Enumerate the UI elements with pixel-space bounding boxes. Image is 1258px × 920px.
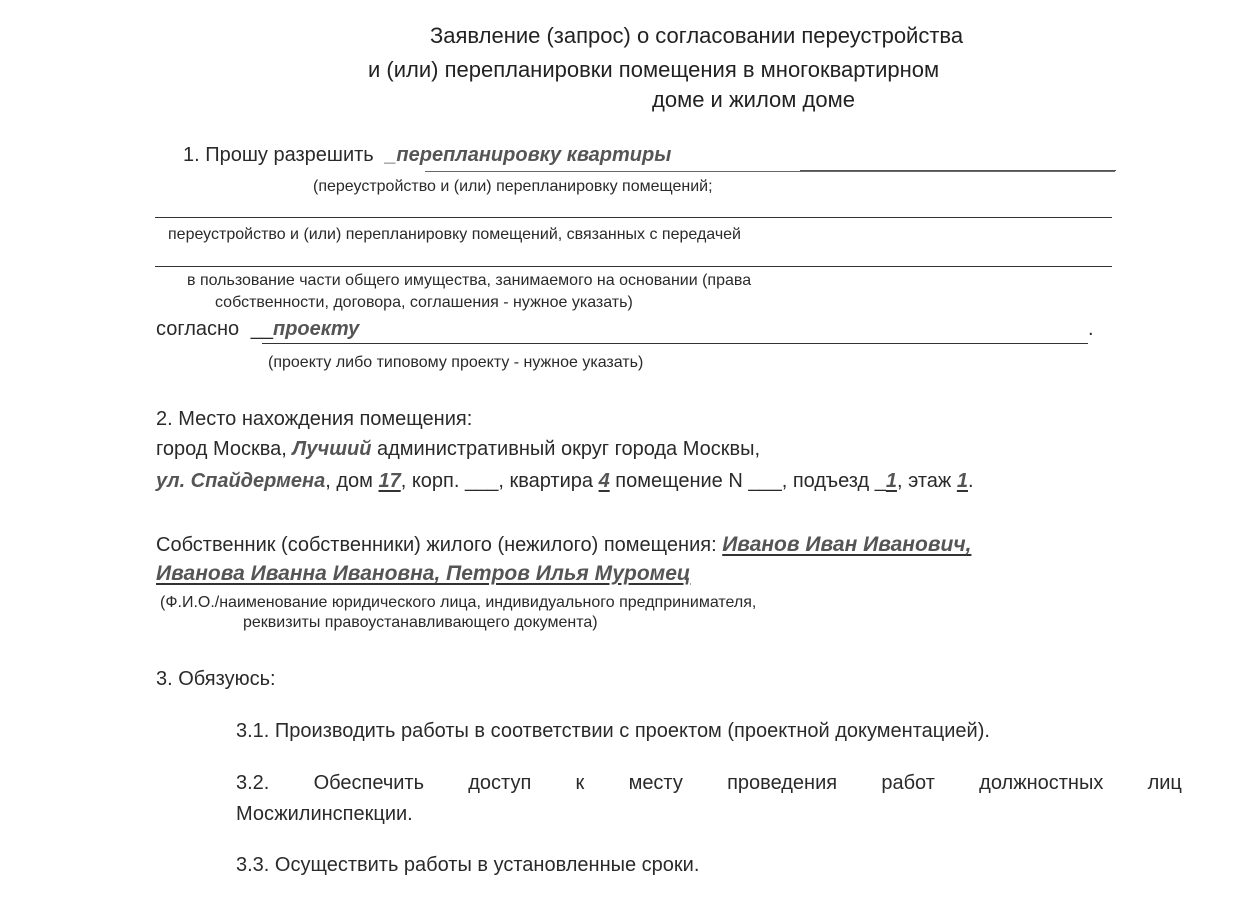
- request-prefix: 1. Прошу разрешить: [183, 144, 374, 166]
- owner-value-2-line: [156, 562, 690, 586]
- according-end: .: [1088, 318, 1094, 340]
- hint-line-3: в пользование части общего имущества, занимаемого на основании (права: [187, 272, 752, 289]
- entrance-value[interactable]: 1: [885, 470, 897, 492]
- according-underline: [262, 343, 1088, 344]
- obligation-3-2-line-1: [236, 772, 1182, 795]
- floor-value[interactable]: 1: [956, 470, 968, 492]
- owner-line: [156, 533, 971, 557]
- owner-value-2[interactable]: Иванова Иванна Ивановна, Петров Илья Муромец: [156, 562, 691, 585]
- hint-line-4: собственности, договора, соглашения - нужное указать): [215, 294, 633, 311]
- request-value[interactable]: _перепланировку квартиры: [385, 144, 672, 166]
- address-line: [156, 470, 974, 493]
- obligation-word: проведения: [727, 772, 838, 794]
- according-line: [156, 318, 359, 341]
- obligation-word: к: [575, 772, 585, 794]
- obligation-word: лиц: [1147, 772, 1182, 794]
- owner-hint-1: (Ф.И.О./наименование юридического лица, индивидуального предпринимателя,: [160, 594, 757, 611]
- owner-value-1[interactable]: Иванов Иван Иванович,: [722, 533, 972, 556]
- apartment-value[interactable]: 4: [598, 470, 610, 492]
- house-value[interactable]: 17: [378, 470, 401, 492]
- obligations-heading: 3. Обязуюсь:: [156, 668, 276, 690]
- korp-label: , корп. ___, квартира: [400, 470, 594, 492]
- obligation-word: месту: [628, 772, 683, 794]
- room-label: помещение N ___, подъезд: [615, 470, 870, 492]
- city-prefix: город Москва,: [156, 438, 287, 460]
- obligation-word: доступ: [468, 772, 532, 794]
- spellcheck-underline: [425, 171, 1115, 172]
- owner-label: Собственник (собственники) жилого (нежилого) помещения:: [156, 534, 717, 556]
- obligation-3-1: 3.1. Производить работы в соответствии с проектом (проектной документацией).: [236, 720, 990, 742]
- hint-line-2: переустройство и (или) перепланировку помещений, связанных с передачей: [168, 226, 741, 243]
- hint-line-5: (проекту либо типовому проекту - нужное указать): [268, 354, 644, 371]
- title-line-3: доме и жилом доме: [652, 87, 855, 112]
- obligation-word: Обеспечить: [313, 772, 424, 794]
- blank-line-1: [155, 217, 1112, 218]
- according-value[interactable]: проекту: [272, 318, 360, 340]
- title-line-1: Заявление (запрос) о согласовании переустройства: [430, 23, 964, 48]
- street-value[interactable]: ул. Спайдермена: [156, 470, 326, 492]
- house-label: , дом: [325, 470, 373, 492]
- entrance-blank: _: [874, 470, 886, 492]
- title-line-2: и (или) перепланировки помещения в многоквартирном: [368, 57, 940, 82]
- according-prefix: согласно: [156, 318, 240, 340]
- floor-end: .: [967, 470, 974, 492]
- hint-line-1: (переустройство и (или) перепланировку помещений;: [313, 178, 713, 195]
- request-line: [183, 144, 671, 167]
- floor-label: , этаж: [896, 470, 952, 492]
- district-suffix: административный округ города Москвы,: [376, 438, 761, 460]
- according-blank: __: [250, 318, 273, 340]
- district-line: [156, 438, 760, 461]
- obligation-word: 3.2.: [236, 772, 270, 794]
- obligation-3-3: 3.3. Осуществить работы в установленные сроки.: [236, 854, 700, 876]
- district-value[interactable]: Лучший: [292, 438, 372, 460]
- location-heading: 2. Место нахождения помещения:: [156, 408, 473, 430]
- owner-hint-2: реквизиты правоустанавливающего документа): [243, 614, 598, 631]
- obligation-word: работ: [881, 772, 935, 794]
- obligation-3-2-line-2: Мосжилинспекции.: [236, 803, 413, 825]
- blank-line-2: [155, 266, 1112, 267]
- obligation-word: должностных: [979, 772, 1104, 794]
